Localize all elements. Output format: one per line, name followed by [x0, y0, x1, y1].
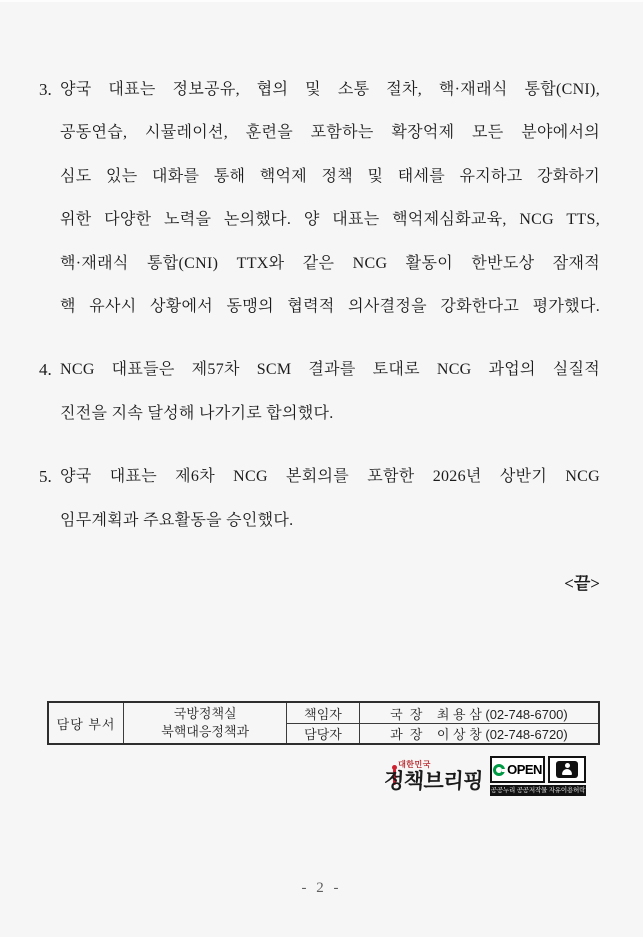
- policy-briefing-logo: [384, 756, 483, 793]
- table-row: [48, 702, 599, 723]
- dept-label-cell: 담당 부서: [48, 702, 124, 744]
- paragraph-number: 3.: [39, 80, 52, 99]
- end-mark: <끝>: [564, 574, 600, 594]
- paragraph-line: 공동연습, 시뮬레이션, 훈련을 포함하는 확장억제 모든 분야에서의: [60, 124, 600, 142]
- briefing-logo-country-label: 대한민국: [398, 760, 431, 770]
- role-label-cell: 책임자: [287, 702, 360, 723]
- paragraph-number: 4.: [39, 360, 52, 380]
- dept-office: 국방정책실: [173, 705, 237, 721]
- paragraph-line: 심도 있는 대화를 통해 핵억제 정책 및 태세를 유지하고 강화하기: [60, 167, 600, 185]
- briefing-logo-title: 정책브리핑: [383, 770, 484, 794]
- footer-logos: [0, 756, 586, 798]
- kogl-open-license-mark: [490, 756, 586, 796]
- kogl-person-icon: [556, 761, 578, 778]
- paragraph-3: [39, 68, 600, 328]
- kogl-open-icon: [493, 764, 505, 776]
- paragraph-line: NCG 대표들은 제57차 SCM 결과를 토대로 NCG 과업의 실질적: [60, 361, 600, 379]
- person-cell: 과 장 이 상 창 (02-748-6720): [359, 723, 599, 744]
- page-number: - 2 -: [301, 880, 342, 897]
- kogl-open-box: [490, 756, 545, 783]
- paragraph-line: 임무계획과 주요활동을 승인했다.: [60, 511, 294, 529]
- kogl-free-use-box: [548, 756, 586, 783]
- paragraph-number: 5.: [39, 467, 52, 487]
- paragraph-5: [39, 455, 600, 542]
- document-body: [0, 68, 643, 897]
- contact-table: [47, 701, 600, 745]
- paragraph-line: 핵 유사시 상황에서 동맹의 협력적 의사결정을 강화한다고 평가했다.: [60, 298, 600, 316]
- dept-division: 북핵대응정책과: [161, 724, 250, 740]
- role-label-cell: 담당자: [287, 723, 360, 744]
- paragraph-line: 위한 다양한 노력을 논의했다. 양 대표는 핵억제심화교육, NCG TTS,: [60, 211, 600, 229]
- paragraph-line: 양국 대표는 제6차 NCG 본회의를 포함한 2026년 상반기 NCG: [60, 468, 600, 486]
- person-cell: 국 장 최 용 삼 (02-748-6700): [359, 702, 599, 723]
- kogl-license-text: 공공누리 공공저작물 자유이용허락: [490, 787, 586, 795]
- paragraph-line: 진전을 지속 달성해 나가기로 합의했다.: [60, 404, 334, 422]
- paragraph-line: 양국 대표는 정보공유, 협의 및 소통 절차, 핵·재래식 통합(CNI),: [60, 81, 600, 98]
- dept-value-cell: [124, 702, 287, 744]
- paragraph-4: [39, 348, 600, 435]
- kogl-boxes: [490, 756, 586, 783]
- kogl-open-text: OPEN: [507, 762, 542, 778]
- paragraph-line: 핵·재래식 통합(CNI) TTX와 같은 NCG 활동이 한반도상 잠재적: [60, 254, 600, 272]
